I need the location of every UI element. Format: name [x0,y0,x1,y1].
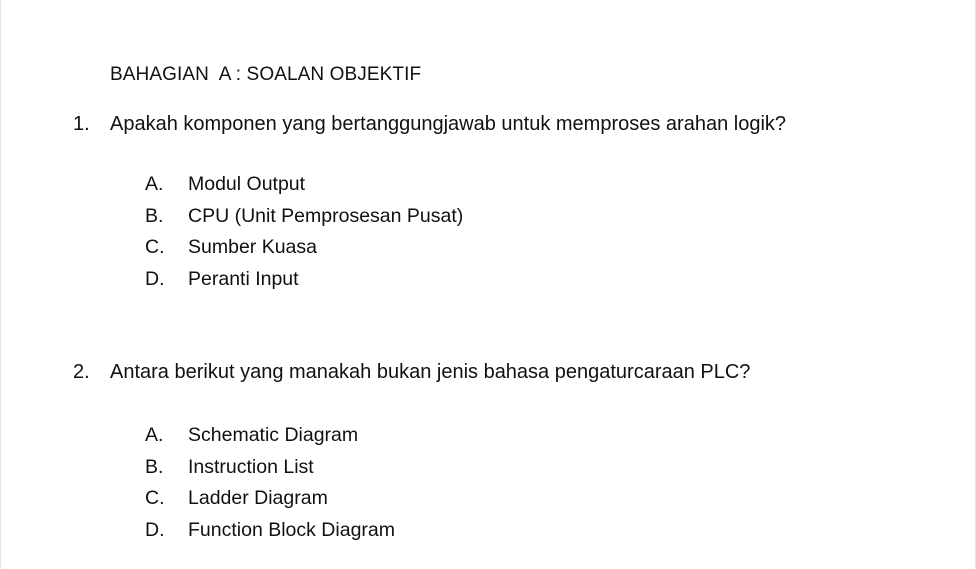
option-d [145,268,463,300]
option-letter: D. [145,518,165,541]
option-letter: D. [145,267,165,290]
question-number: 1. [73,113,90,135]
option-letter: A. [145,173,164,195]
option-a [145,424,395,456]
option-text: CPU (Unit Pemprosesan Pusat) [188,204,464,227]
option-text: Peranti Input [188,267,299,290]
question-2 [73,361,750,384]
option-text: Function Block Diagram [188,518,395,541]
option-text: Instruction List [188,455,314,478]
question-1 [73,113,786,136]
option-letter: C. [145,236,165,258]
option-letter: A. [145,424,164,446]
question-1-options [145,173,463,299]
option-text: Ladder Diagram [188,487,328,509]
option-text: Sumber Kuasa [188,236,317,258]
option-b [145,456,395,488]
option-c [145,487,395,519]
section-title: BAHAGIAN A : SOALAN OBJEKTIF [110,64,422,85]
question-2-options [145,424,395,550]
option-b [145,205,463,237]
option-c [145,236,463,268]
option-a [145,173,463,205]
question-number: 2. [73,361,90,383]
question-text: Apakah komponen yang bertanggungjawab untuk memproses arahan logik? [110,113,787,135]
option-d [145,519,395,551]
question-text: Antara berikut yang manakah bukan jenis bahasa pengaturcaraan PLC? [110,361,751,383]
option-letter: B. [145,204,164,227]
option-letter: B. [145,455,164,478]
option-text: Schematic Diagram [188,424,359,446]
option-letter: C. [145,487,165,509]
option-text: Modul Output [188,173,306,195]
